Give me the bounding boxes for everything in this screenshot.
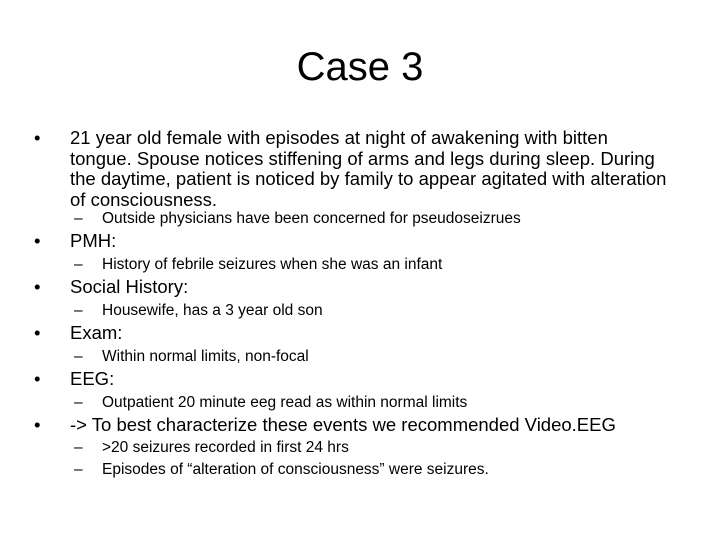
bullet-icon: • [34, 230, 41, 251]
bullet-icon: • [34, 414, 41, 435]
bullet-item-presentation [34, 128, 674, 210]
sub-bullet-text: Episodes of “alteration of consciousness” were seizures. [102, 461, 489, 478]
bullet-item-recommendation [34, 415, 674, 436]
sub-bullet-item [74, 437, 674, 459]
sub-bullet-item [74, 208, 674, 230]
sub-bullet-text: >20 seizures recorded in first 24 hrs [102, 439, 349, 456]
bullet-icon: • [34, 276, 41, 297]
sub-bullet-item [74, 459, 674, 481]
sub-bullet-text: Outpatient 20 minute eeg read as within normal limits [102, 394, 468, 411]
bullet-text: PMH: [70, 230, 117, 251]
bullet-item-exam [34, 323, 674, 344]
bullet-item-eeg [34, 369, 674, 390]
slide-title: Case 3 [296, 45, 424, 89]
dash-icon: – [74, 210, 83, 227]
bullet-text: Exam: [70, 322, 123, 343]
sub-bullet-item [74, 392, 674, 414]
sub-bullet-text: Within normal limits, non-focal [102, 348, 309, 365]
dash-icon: – [74, 302, 83, 319]
sub-bullet-text: Housewife, has a 3 year old son [102, 302, 323, 319]
sub-bullet-text: History of febrile seizures when she was an infant [102, 256, 443, 273]
bullet-text: EEG: [70, 368, 115, 389]
sub-bullet-item [74, 254, 674, 276]
sub-bullet-item [74, 300, 674, 322]
dash-icon: – [74, 439, 83, 456]
bullet-icon: • [34, 127, 41, 148]
dash-icon: – [74, 348, 83, 365]
bullet-text: Social History: [70, 276, 189, 297]
bullet-icon: • [34, 368, 41, 389]
dash-icon: – [74, 394, 83, 411]
bullet-item-pmh [34, 231, 674, 252]
dash-icon: – [74, 256, 83, 273]
sub-bullet-item [74, 346, 674, 368]
dash-icon: – [74, 461, 83, 478]
bullet-icon: • [34, 322, 41, 343]
bullet-text: -> To best characterize these events we recommended Video.EEG [70, 414, 616, 435]
sub-bullet-text: Outside physicians have been concerned for pseudoseizrues [102, 210, 521, 227]
bullet-text: 21 year old female with episodes at night of awakening with bitten tongue. Spouse notices stiffening of arms and legs during sleep. During the daytime, patient is noticed by family to appear agitated with alteration of consciousness. [70, 127, 667, 210]
bullet-item-social-history [34, 277, 674, 298]
